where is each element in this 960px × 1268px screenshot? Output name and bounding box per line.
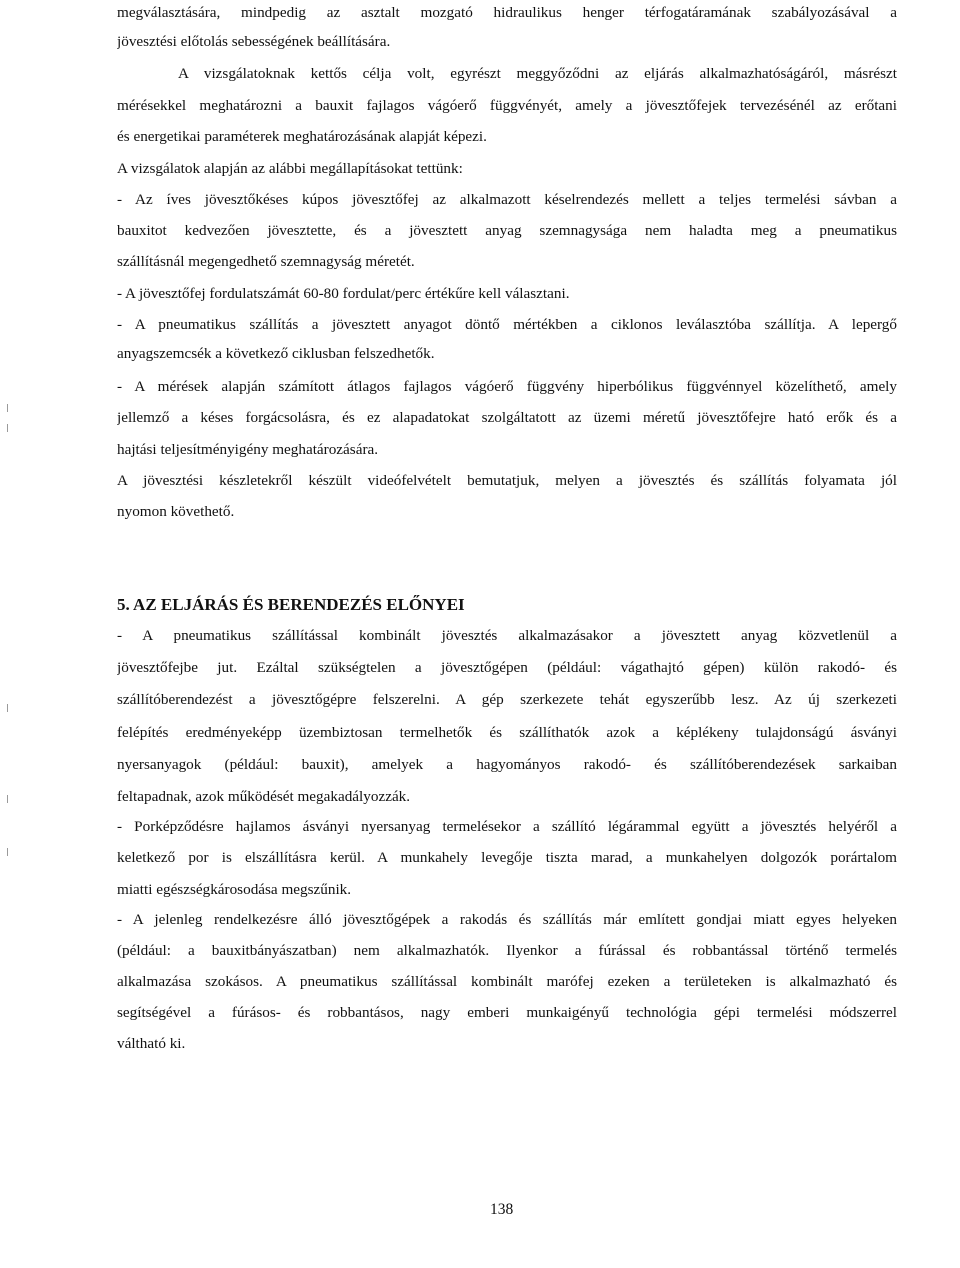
scan-artifact bbox=[7, 404, 8, 412]
text-line: bauxitot kedvezően jövesztette, és a jövesztett anyag szemnagysága nem haladta meg a pneumatikus bbox=[117, 222, 897, 239]
text-line: anyagszemcsék a következő ciklusban felszedhetők. bbox=[117, 345, 435, 362]
scan-artifact bbox=[7, 704, 8, 712]
text-line: alkalmazása szokásos. A pneumatikus szállítással kombinált marófej ezeken a területeken is alkalmazható és bbox=[117, 973, 897, 990]
text-line: váltható ki. bbox=[117, 1035, 186, 1052]
text-line: felépítés eredményeképp üzembiztosan termelhetők és szállíthatók azok a képlékeny tulajdonságú ásványi bbox=[117, 724, 897, 741]
text-line: és energetikai paraméterek meghatározásának alapját képezi. bbox=[117, 128, 487, 145]
text-line: segítségével a fúrásos- és robbantásos, nagy emberi munkaigényű technológia gépi termelési módszerrel bbox=[117, 1004, 897, 1021]
text-line: - A mérések alapján számított átlagos fajlagos vágóerő függvény hiperbólikus függvénnyel közelíthető, amely bbox=[117, 378, 897, 395]
text-line: feltapadnak, azok működését megakadályozzák. bbox=[117, 788, 411, 805]
text-line: nyomon követhető. bbox=[117, 503, 235, 520]
text-line: - A jövesztőfej fordulatszámát 60-80 fordulat/perc értékűre kell választani. bbox=[117, 285, 570, 302]
text-line: A jövesztési készletekről készült videófelvételt bemutatjuk, melyen a jövesztés és szállítás folyamata jól bbox=[117, 472, 897, 489]
text-line: mérésekkel meghatározni a bauxit fajlagos vágóerő függvényét, amely a jövesztőfejek tervezésénél az erőtani bbox=[117, 97, 897, 114]
text-line: A vizsgálatoknak kettős célja volt, egyrészt meggyőződni az eljárás alkalmazhatóságáról, másrészt bbox=[178, 65, 897, 82]
text-line: - A pneumatikus szállítás a jövesztett anyagot döntő mértékben a ciklonos leválasztóba szállítja. A lepergő bbox=[117, 316, 897, 333]
text-line: nyersanyagok (például: bauxit), amelyek a hagyományos rakodó- és szállítóberendezések sarkaiban bbox=[117, 756, 897, 773]
text-line: szállításnál megengedhető szemnagyság méretét. bbox=[117, 253, 415, 270]
text-line: - Az íves jövesztőkéses kúpos jövesztőfej az alkalmazott késelrendezés mellett a teljes termelési sávban a bbox=[117, 191, 897, 208]
text-line: szállítóberendezést a jövesztőgépre felszerelni. A gép szerkezete tehát egyszerűbb lesz. Az új szerkezeti bbox=[117, 691, 897, 708]
section-heading: 5. AZ ELJÁRÁS ÉS BERENDEZÉS ELŐNYEI bbox=[117, 595, 465, 614]
text-line: jövesztési előtolás sebességének beállítására. bbox=[117, 33, 391, 50]
text-line: - A pneumatikus szállítással kombinált jövesztés alkalmazásakor a jövesztett anyag közvetlenül a bbox=[117, 627, 897, 644]
text-line: miatti egészségkárosodása megszűnik. bbox=[117, 881, 352, 898]
scan-artifact bbox=[7, 795, 8, 803]
text-line: - A jelenleg rendelkezésre álló jövesztőgépek a rakodás és szállítás már említett gondjai miatt egyes helyeken bbox=[117, 911, 897, 928]
page-number: 138 bbox=[490, 1201, 514, 1218]
text-line: - Porképződésre hajlamos ásványi nyersanyag termelésekor a szállító légárammal együtt a jövesztés helyéről a bbox=[117, 818, 897, 835]
text-line: hajtási teljesítményigény meghatározására. bbox=[117, 441, 379, 458]
text-line: jellemző a késes forgácsolásra, és ez alapadatokat szolgáltatott az üzemi méretű jövesztőfejre ható erők és a bbox=[117, 409, 897, 426]
text-line: jövesztőfejbe jut. Ezáltal szükségtelen a jövesztőgépen (például: vágathajtó gépen) külön rakodó- és bbox=[117, 659, 897, 676]
text-line: A vizsgálatok alapján az alábbi megállapításokat tettünk: bbox=[117, 160, 463, 177]
scan-artifact bbox=[7, 848, 8, 856]
text-line: keletkező por is elszállításra kerül. A munkahely levegője tiszta marad, a munkahelyen dolgozók porártalom bbox=[117, 849, 897, 866]
scan-artifact bbox=[7, 424, 8, 432]
text-line: megválasztására, mindpedig az asztalt mozgató hidraulikus henger térfogatáramának szabályozásával a bbox=[117, 4, 897, 21]
text-line: (például: a bauxitbányászatban) nem alkalmazhatók. Ilyenkor a fúrással és robbantással történő termelés bbox=[117, 942, 897, 959]
